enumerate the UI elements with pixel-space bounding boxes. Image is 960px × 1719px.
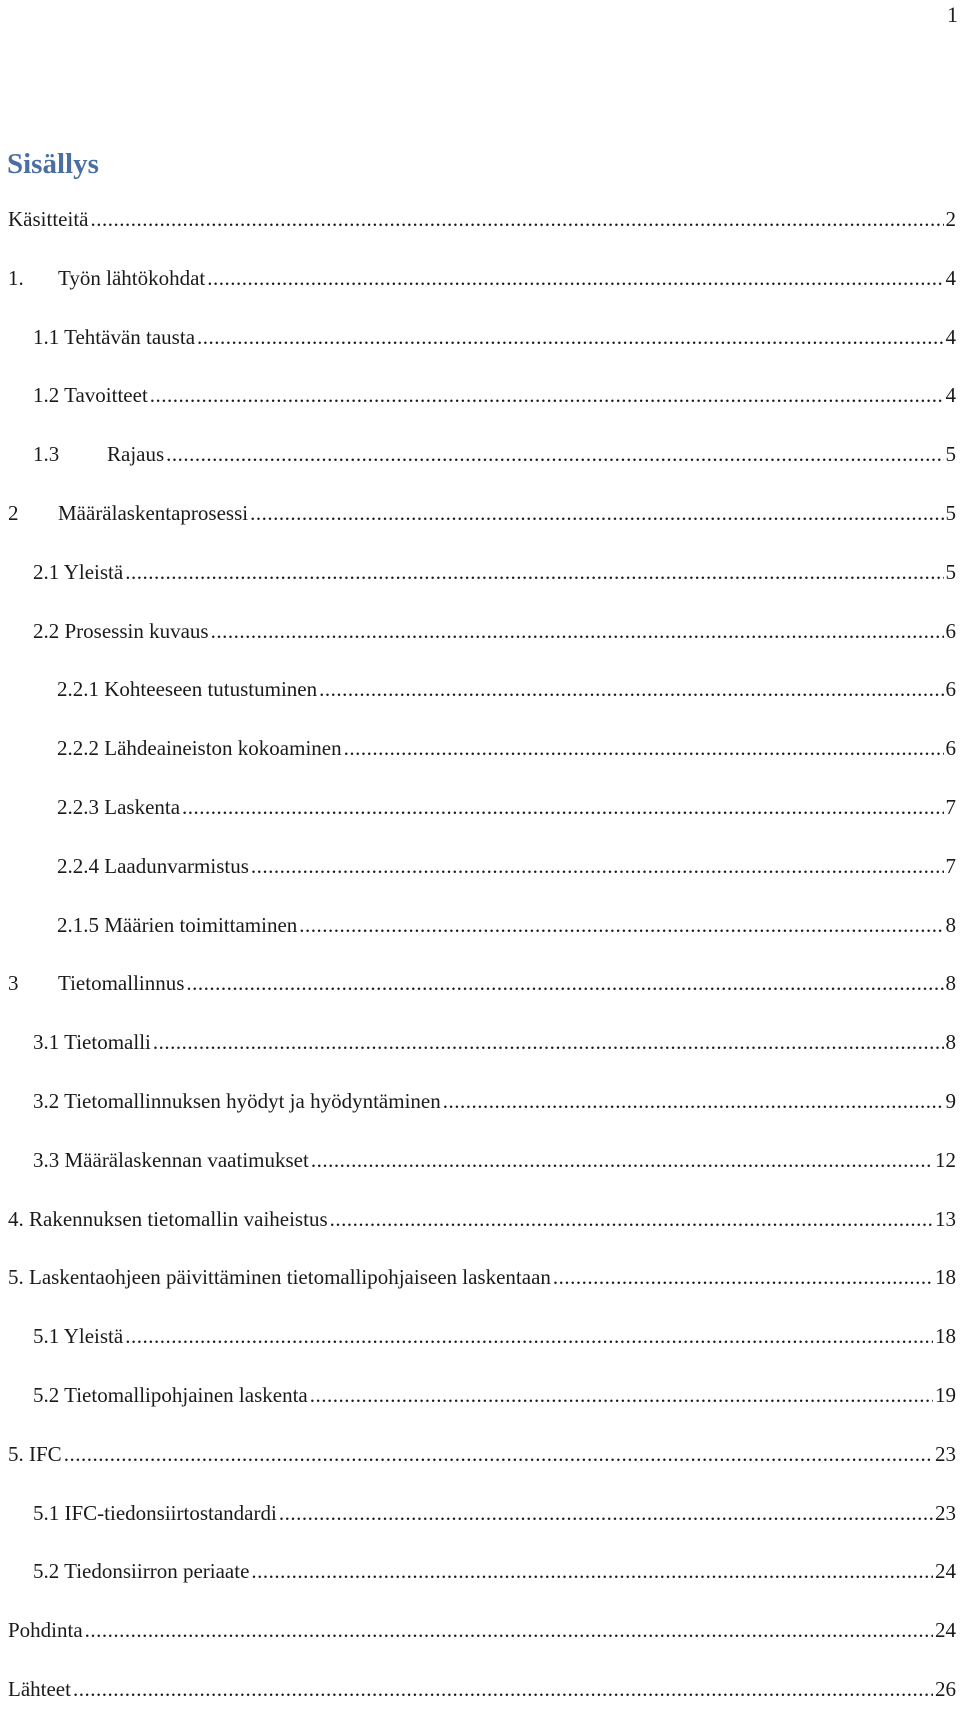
toc-entry-title: 1.1 Tehtävän tausta (33, 324, 196, 349)
toc-entry-title: Käsitteitä (8, 207, 89, 231)
toc-entry-page: 6 (945, 677, 956, 702)
toc-entry[interactable] (0, 837, 960, 896)
toc-entry[interactable] (0, 719, 960, 778)
toc-entry-page: 2 (945, 207, 956, 231)
toc-entry[interactable] (0, 308, 960, 367)
toc-entry-title: Pohdinta (8, 1618, 83, 1643)
toc-entry-title: Työn lähtökohdat (58, 265, 206, 290)
toc-entry[interactable] (0, 660, 960, 719)
toc-entry-title: Lähteet (8, 1676, 71, 1701)
toc-leader-dots (251, 837, 944, 896)
toc-entry-page: 6 (945, 618, 956, 643)
page-number: 1 (947, 2, 958, 27)
toc-entry[interactable] (0, 190, 960, 249)
toc-leader-dots (211, 602, 944, 661)
toc-entry-title: 5.1 Yleistä (33, 1324, 124, 1349)
toc-entry-title: 5.2 Tiedonsiirron periaate (33, 1559, 250, 1584)
toc-entry[interactable] (0, 1484, 960, 1543)
toc-entry-page: 12 (935, 1147, 956, 1172)
toc-leader-dots (251, 1542, 933, 1601)
toc-leader-dots (330, 1190, 933, 1249)
toc-entry-title: 3.2 Tietomallinnuksen hyödyt ja hyödyntäminen (33, 1088, 441, 1113)
toc-entry-page: 7 (945, 853, 956, 878)
toc-entry-title: 4. Rakennuksen tietomallin vaiheistus (8, 1206, 328, 1231)
toc-entry-page: 9 (945, 1088, 956, 1113)
toc-entry[interactable] (0, 1131, 960, 1190)
toc-entry[interactable] (0, 602, 960, 661)
toc-entry-number: 2 (8, 500, 19, 525)
toc-entry-page: 26 (935, 1676, 956, 1701)
toc-entry[interactable] (0, 1013, 960, 1072)
toc-entry-page: 18 (935, 1265, 956, 1290)
toc-entry-page: 4 (945, 265, 956, 290)
toc-entry-page: 18 (935, 1324, 956, 1349)
toc-entry-title: 2.2.2 Lähdeaineiston kokoaminen (57, 736, 342, 761)
toc-entry[interactable] (0, 1072, 960, 1131)
toc-leader-dots (310, 1366, 933, 1425)
toc-entry[interactable] (0, 1660, 960, 1719)
toc-leader-dots (299, 896, 943, 955)
toc-entry-title: 2.2.3 Laskenta (57, 794, 181, 819)
toc-entry-page: 24 (935, 1618, 956, 1643)
toc-leader-dots (125, 543, 943, 602)
toc-entry-title: 5. IFC (8, 1441, 62, 1466)
toc-entry-title: 5.2 Tietomallipohjainen laskenta (33, 1382, 308, 1407)
toc-entry-number: 1.3 (33, 442, 60, 467)
toc-heading: Sisällys (7, 148, 99, 180)
toc-entry[interactable] (0, 425, 960, 484)
toc-leader-dots (197, 308, 943, 367)
toc-entry[interactable] (0, 1307, 960, 1366)
toc-entry-page: 8 (945, 912, 956, 937)
toc-leader-dots (153, 1013, 944, 1072)
toc-entry-page: 5 (945, 500, 956, 525)
toc-entry[interactable] (0, 249, 960, 308)
toc-leader-dots (166, 425, 943, 484)
toc-entry[interactable] (0, 954, 960, 1013)
toc-entry[interactable] (0, 1601, 960, 1660)
toc-entry-title: 5. Laskentaohjeen päivittäminen tietomallipohjaiseen laskentaan (8, 1265, 551, 1290)
toc-entry-page: 5 (945, 559, 956, 584)
toc-entry-title: 2.2.1 Kohteeseen tutustuminen (57, 677, 318, 702)
toc-leader-dots (125, 1307, 933, 1366)
toc-leader-dots (85, 1601, 933, 1660)
toc-leader-dots (90, 190, 943, 249)
toc-entry-number: 1. (8, 265, 24, 290)
toc-entry-title: 1.2 Tavoitteet (33, 383, 148, 408)
toc-entry-page: 8 (945, 971, 956, 996)
toc-entry-title: 2.1.5 Määrien toimittaminen (57, 912, 298, 937)
toc-leader-dots (73, 1660, 933, 1719)
toc-entry-title: 2.2.4 Laadunvarmistus (57, 853, 249, 878)
toc-leader-dots (344, 719, 944, 778)
toc-entry-page: 19 (935, 1382, 956, 1407)
toc-entry-page: 23 (935, 1441, 956, 1466)
toc-entry-title: Tietomallinnus (58, 971, 185, 996)
toc-entry-page: 7 (945, 794, 956, 819)
toc-leader-dots (186, 954, 943, 1013)
toc-leader-dots (64, 1425, 933, 1484)
toc-leader-dots (250, 484, 943, 543)
table-of-contents (0, 190, 960, 1719)
toc-leader-dots (311, 1131, 933, 1190)
toc-entry-page: 8 (945, 1030, 956, 1055)
toc-entry-page: 24 (935, 1559, 956, 1584)
toc-entry-page: 5 (945, 442, 956, 467)
toc-entry[interactable] (0, 1542, 960, 1601)
toc-entry[interactable] (0, 1425, 960, 1484)
toc-leader-dots (150, 366, 944, 425)
toc-entry[interactable] (0, 1248, 960, 1307)
toc-entry-title: Rajaus (107, 442, 165, 467)
toc-entry-title: 2.1 Yleistä (33, 559, 124, 584)
toc-leader-dots (182, 778, 943, 837)
toc-entry-page: 4 (945, 324, 956, 349)
toc-leader-dots (553, 1248, 933, 1307)
toc-entry-title: 5.1 IFC-tiedonsiirtostandardi (33, 1500, 277, 1525)
toc-entry-page: 23 (935, 1500, 956, 1525)
toc-entry[interactable] (0, 1366, 960, 1425)
toc-entry[interactable] (0, 543, 960, 602)
toc-entry-page: 6 (945, 736, 956, 761)
toc-entry-number: 3 (8, 971, 19, 996)
toc-leader-dots (443, 1072, 944, 1131)
toc-leader-dots (319, 660, 943, 719)
toc-entry[interactable] (0, 778, 960, 837)
toc-entry-title: Määrälaskentaprosessi (58, 500, 249, 525)
toc-entry[interactable] (0, 896, 960, 955)
toc-entry-page: 13 (935, 1206, 956, 1231)
toc-entry[interactable] (0, 366, 960, 425)
toc-leader-dots (207, 249, 943, 308)
toc-entry-title: 3.1 Tietomalli (33, 1030, 151, 1055)
toc-entry-title: 3.3 Määrälaskennan vaatimukset (33, 1147, 309, 1172)
toc-entry-title: 2.2 Prosessin kuvaus (33, 618, 209, 643)
toc-leader-dots (279, 1484, 933, 1543)
toc-entry[interactable] (0, 484, 960, 543)
toc-entry[interactable] (0, 1190, 960, 1249)
toc-entry-page: 4 (945, 383, 956, 408)
